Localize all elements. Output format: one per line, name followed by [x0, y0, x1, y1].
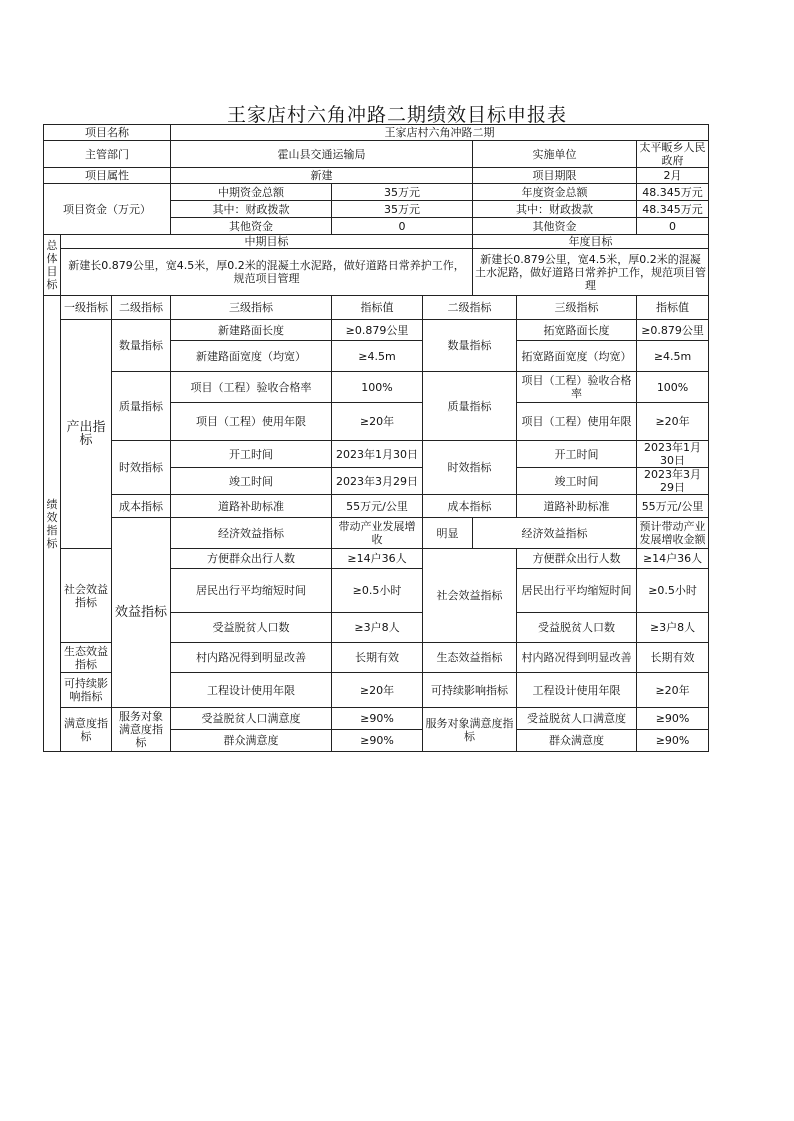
table-row: 100%: [637, 372, 709, 403]
overall-goal-label: 总体目标: [44, 235, 61, 296]
table-row: 工程设计使用年限: [517, 673, 637, 708]
table-row: 受益脱贫人口数: [517, 613, 637, 643]
mid-total-label: 中期资金总额: [171, 184, 332, 201]
table-row: ≥20年: [637, 673, 709, 708]
quality-indicator-year-label: 质量指标: [423, 372, 517, 441]
table-row: ≥90%: [637, 708, 709, 730]
dept-label: 主管部门: [44, 141, 171, 168]
table-row: 55万元/公里: [637, 495, 709, 518]
year-other: 0: [637, 218, 709, 235]
year-goal-text: 新建长0.879公里，宽4.5米，厚0.2米的混凝土水泥路，做好道路日常养护工作，规范项目管理: [473, 249, 709, 296]
attr-label: 项目属性: [44, 168, 171, 184]
form-title: 王家店村六角冲路二期绩效目标申报表: [226, 104, 567, 126]
qty-indicator-label: 数量指标: [112, 320, 171, 372]
table-row: ≥20年: [332, 403, 423, 441]
perf-indicator-label: 绩效指标: [44, 296, 61, 752]
table-row: 100%: [332, 372, 423, 403]
table-row: 2023年1月30日: [637, 441, 709, 468]
table-row: 拓宽路面宽度（均宽）: [517, 341, 637, 372]
period: 2月: [637, 168, 709, 184]
table-row: 居民出行平均缩短时间: [517, 569, 637, 613]
table-row: 群众满意度: [517, 730, 637, 752]
table-row: ≥20年: [637, 403, 709, 441]
header-value-year: 指标值: [637, 296, 709, 320]
table-row: ≥14户36人: [637, 549, 709, 569]
table-row: 项目（工程）使用年限: [171, 403, 332, 441]
sustain-indicator-label: 可持续影响指标: [61, 673, 112, 708]
satisfaction-indicator-label: 满意度指标: [61, 708, 112, 752]
table-row: 新建路面长度: [171, 320, 332, 341]
table-row: 道路补助标准: [171, 495, 332, 518]
impl-unit-label: 实施单位: [473, 141, 637, 168]
table-row: ≥4.5m: [332, 341, 423, 372]
cost-indicator-year-label: 成本指标: [423, 495, 517, 518]
period-label: 项目期限: [473, 168, 637, 184]
year-total-label: 年度资金总额: [473, 184, 637, 201]
table-row: 长期有效: [332, 643, 423, 673]
table-row: 2023年3月29日: [332, 468, 423, 495]
table-row: 受益脱贫人口满意度: [517, 708, 637, 730]
mid-goal-label: 中期目标: [61, 235, 473, 249]
sustain-indicator-year-label: 可持续影响指标: [423, 673, 517, 708]
table-row: 受益脱贫人口数: [171, 613, 332, 643]
impl-unit: 太平畈乡人民政府: [637, 141, 709, 168]
table-row: 村内路况得到明显改善: [517, 643, 637, 673]
table-row: ≥0.879公里: [637, 320, 709, 341]
table-row: 竣工时间: [171, 468, 332, 495]
table-row: ≥90%: [332, 730, 423, 752]
table-row: ≥0.5小时: [637, 569, 709, 613]
dept: 霍山县交通运输局: [171, 141, 473, 168]
mid-other-label: 其他资金: [171, 218, 332, 235]
table-row: 2023年3月29日: [637, 468, 709, 495]
table-row: 带动产业发展增收: [332, 518, 423, 549]
table-row: 长期有效: [637, 643, 709, 673]
mid-fiscal: 35万元: [332, 201, 473, 218]
eco-indicator-label: 生态效益指标: [61, 643, 112, 673]
table-row: 村内路况得到明显改善: [171, 643, 332, 673]
mid-total: 35万元: [332, 184, 473, 201]
mid-fiscal-label: 其中：财政拨款: [171, 201, 332, 218]
cost-indicator-label: 成本指标: [112, 495, 171, 518]
table-row: 方便群众出行人数: [171, 549, 332, 569]
table-row: 55万元/公里: [332, 495, 423, 518]
table-row: 明显: [423, 518, 473, 549]
table-row: 工程设计使用年限: [171, 673, 332, 708]
table-row: 竣工时间: [517, 468, 637, 495]
table-row: 2023年1月30日: [332, 441, 423, 468]
year-other-label: 其他资金: [473, 218, 637, 235]
attr: 新建: [171, 168, 473, 184]
econ-indicator-label: 经济效益指标: [171, 518, 332, 549]
table-row: 开工时间: [517, 441, 637, 468]
year-goal-label: 年度目标: [473, 235, 709, 249]
header-level3-year: 三级指标: [517, 296, 637, 320]
service-satisfaction-year-label: 服务对象满意度指标: [423, 708, 517, 752]
time-indicator-year-label: 时效指标: [423, 441, 517, 495]
performance-goal-table: [43, 124, 709, 752]
table-row: 群众满意度: [171, 730, 332, 752]
econ-indicator-year-label: 经济效益指标: [473, 518, 637, 549]
mid-other: 0: [332, 218, 473, 235]
header-level3: 三级指标: [171, 296, 332, 320]
header-level1: 一级指标: [61, 296, 112, 320]
service-satisfaction-label: 服务对象满意度指标: [112, 708, 171, 752]
header-level2-year: 二级指标: [423, 296, 517, 320]
table-row: ≥14户36人: [332, 549, 423, 569]
year-fiscal: 48.345万元: [637, 201, 709, 218]
table-row: 项目（工程）验收合格率: [517, 372, 637, 403]
table-row: 预计带动产业发展增收金额: [637, 518, 709, 549]
project-name: 王家店村六角冲路二期: [171, 125, 709, 141]
eco-indicator-year-label: 生态效益指标: [423, 643, 517, 673]
table-row: ≥4.5m: [637, 341, 709, 372]
qty-indicator-year-label: 数量指标: [423, 320, 517, 372]
table-row: ≥3户8人: [637, 613, 709, 643]
table-row: 方便群众出行人数: [517, 549, 637, 569]
table-row: ≥0.5小时: [332, 569, 423, 613]
table-row: ≥0.879公里: [332, 320, 423, 341]
table-row: 道路补助标准: [517, 495, 637, 518]
social-indicator-label: 社会效益指标: [61, 549, 112, 643]
table-row: 拓宽路面长度: [517, 320, 637, 341]
table-row: ≥20年: [332, 673, 423, 708]
funds-label: 项目资金（万元）: [44, 184, 171, 235]
table-row: ≥90%: [637, 730, 709, 752]
output-indicator-label: 产出指标: [61, 320, 112, 549]
table-row: 受益脱贫人口满意度: [171, 708, 332, 730]
header-level2: 二级指标: [112, 296, 171, 320]
table-row: 项目（工程）验收合格率: [171, 372, 332, 403]
table-row: 新建路面宽度（均宽）: [171, 341, 332, 372]
table-row: 居民出行平均缩短时间: [171, 569, 332, 613]
social-indicator-year-label: 社会效益指标: [423, 549, 517, 643]
benefit-indicator-label: 效益指标: [112, 518, 171, 708]
quality-indicator-label: 质量指标: [112, 372, 171, 441]
header-value: 指标值: [332, 296, 423, 320]
table-row: 开工时间: [171, 441, 332, 468]
mid-goal-text: 新建长0.879公里，宽4.5米，厚0.2米的混凝土水泥路，做好道路日常养护工作，规范项目管理: [61, 249, 473, 296]
project-name-label: 项目名称: [44, 125, 171, 141]
year-total: 48.345万元: [637, 184, 709, 201]
time-indicator-label: 时效指标: [112, 441, 171, 495]
year-fiscal-label: 其中：财政拨款: [473, 201, 637, 218]
table-row: 项目（工程）使用年限: [517, 403, 637, 441]
table-row: ≥90%: [332, 708, 423, 730]
table-row: ≥3户8人: [332, 613, 423, 643]
